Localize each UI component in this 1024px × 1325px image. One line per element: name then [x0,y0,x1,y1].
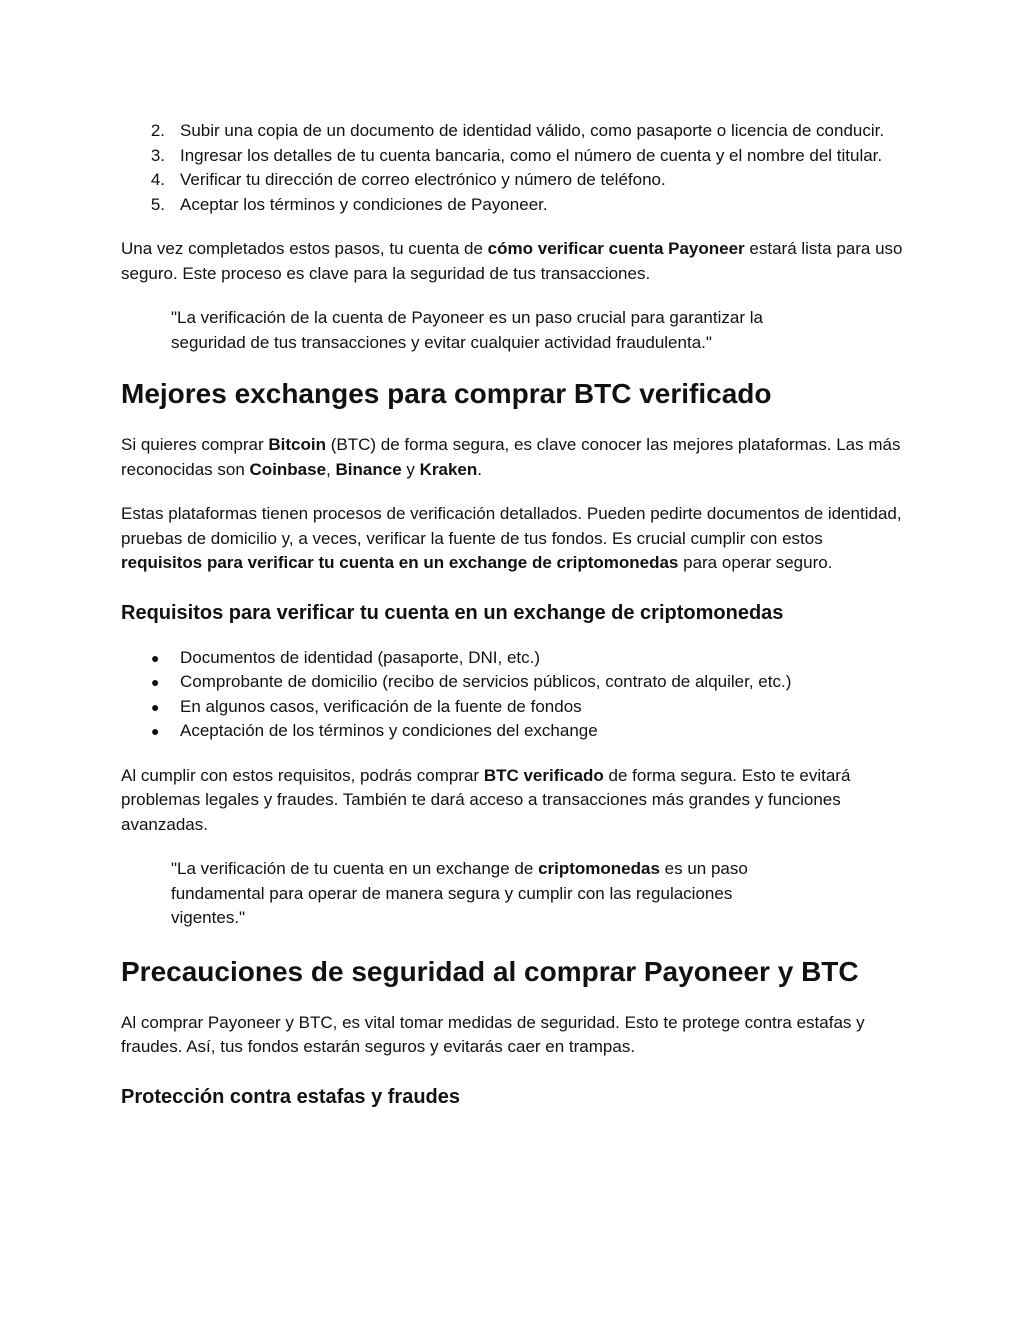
list-item: ● Aceptación de los términos y condiciones del exchange [121,719,903,744]
bold-phrase: requisitos para verificar tu cuenta en un exchange de criptomonedas [121,553,679,572]
bold-kraken: Kraken [419,459,478,479]
list-item [121,168,903,193]
bold-phrase: BTC verificado [483,765,604,785]
section-heading-exchanges: Mejores exchanges para comprar BTC verificado [121,378,772,409]
list-item [121,193,903,218]
list-item: ● En algunos casos, verificación de la fuente de fondos [121,695,903,720]
list-item-text: Ingresar los detalles de tu cuenta bancaria, como el número de cuenta y el nombre del titular. [180,145,883,165]
verification-steps-list [121,119,903,217]
list-item [121,144,903,169]
bold-phrase: criptomonedas [538,859,660,878]
list-item [121,119,903,144]
blockquote-payoneer: "La verificación de la cuenta de Payoneer es un paso crucial para garantizar la seguridad de tus transacciones y evitar cualquier actividad fraudulenta." [171,308,763,352]
subheading-fraud-protection: Protección contra estafas y fraudes [121,1085,461,1108]
list-number: 5. [150,194,165,214]
list-number: 4. [150,170,165,189]
requirements-list [121,646,903,744]
bullet-icon: ● [151,698,160,715]
bullet-icon: ● [151,649,160,666]
paragraph-completion: Una vez completados estos pasos, tu cuenta de cómo verificar cuenta Payoneer estará lista para uso seguro. Este proceso es clave para la seguridad de tus transacciones. [121,239,903,283]
document-content [121,119,903,1110]
bullet-icon: ● [151,723,160,739]
paragraph-btc-verified: Al cumplir con estos requisitos, podrás comprar BTC verificado de forma segura. Esto te evitará problemas legales y fraudes. También te dará acceso a transacciones más grandes y funciones avanzadas. [121,765,851,834]
bold-phrase: cómo verificar cuenta Payoneer [487,239,745,258]
paragraph-exchanges-intro: Si quieres comprar Bitcoin (BTC) de forma segura, es clave conocer las mejores plataformas. Las más reconocidas son Coinbase, Binance y Kraken. [121,435,901,479]
subheading-requirements: Requisitos para verificar tu cuenta en un exchange de criptomonedas [121,601,784,624]
bold-coinbase: Coinbase [249,459,327,479]
bold-binance: Binance [335,459,402,479]
list-item-text: Subir una copia de un documento de identidad válido, como pasaporte o licencia de conducir. [180,121,885,140]
bullet-icon: ● [151,674,160,690]
list-item-text: Aceptar los términos y condiciones de Payoneer. [180,194,548,214]
list-number: 3. [150,145,165,165]
section-heading-security: Precauciones de seguridad al comprar Payoneer y BTC [121,955,859,987]
paragraph-security-intro: Al comprar Payoneer y BTC, es vital tomar medidas de seguridad. Esto te protege contra estafas y fraudes. Así, tus fondos estarán seguros y evitarás caer en trampas. [121,1012,865,1056]
bold-bitcoin: Bitcoin [268,435,326,454]
list-item: ● Documentos de identidad (pasaporte, DNI, etc.) [121,646,903,671]
list-number: 2. [150,121,165,140]
paragraph-verification-processes: Estas plataformas tienen procesos de verificación detallados. Pueden pedirte documentos de identidad, pruebas de domicilio y, a veces, verificar la fuente de tus fondos. Es crucial cumplir con estos requisitos para verificar tu cuenta en un exchange de criptomonedas para operar seguro. [121,504,902,572]
list-item: ● Comprobante de domicilio (recibo de servicios públicos, contrato de alquiler, etc.) [121,670,903,695]
list-item-text: Verificar tu dirección de correo electrónico y número de teléfono. [180,170,666,189]
blockquote-exchange: "La verificación de tu cuenta en un exchange de criptomonedas es un paso fundamental para operar de manera segura y cumplir con las regulaciones vigentes." [171,859,748,927]
